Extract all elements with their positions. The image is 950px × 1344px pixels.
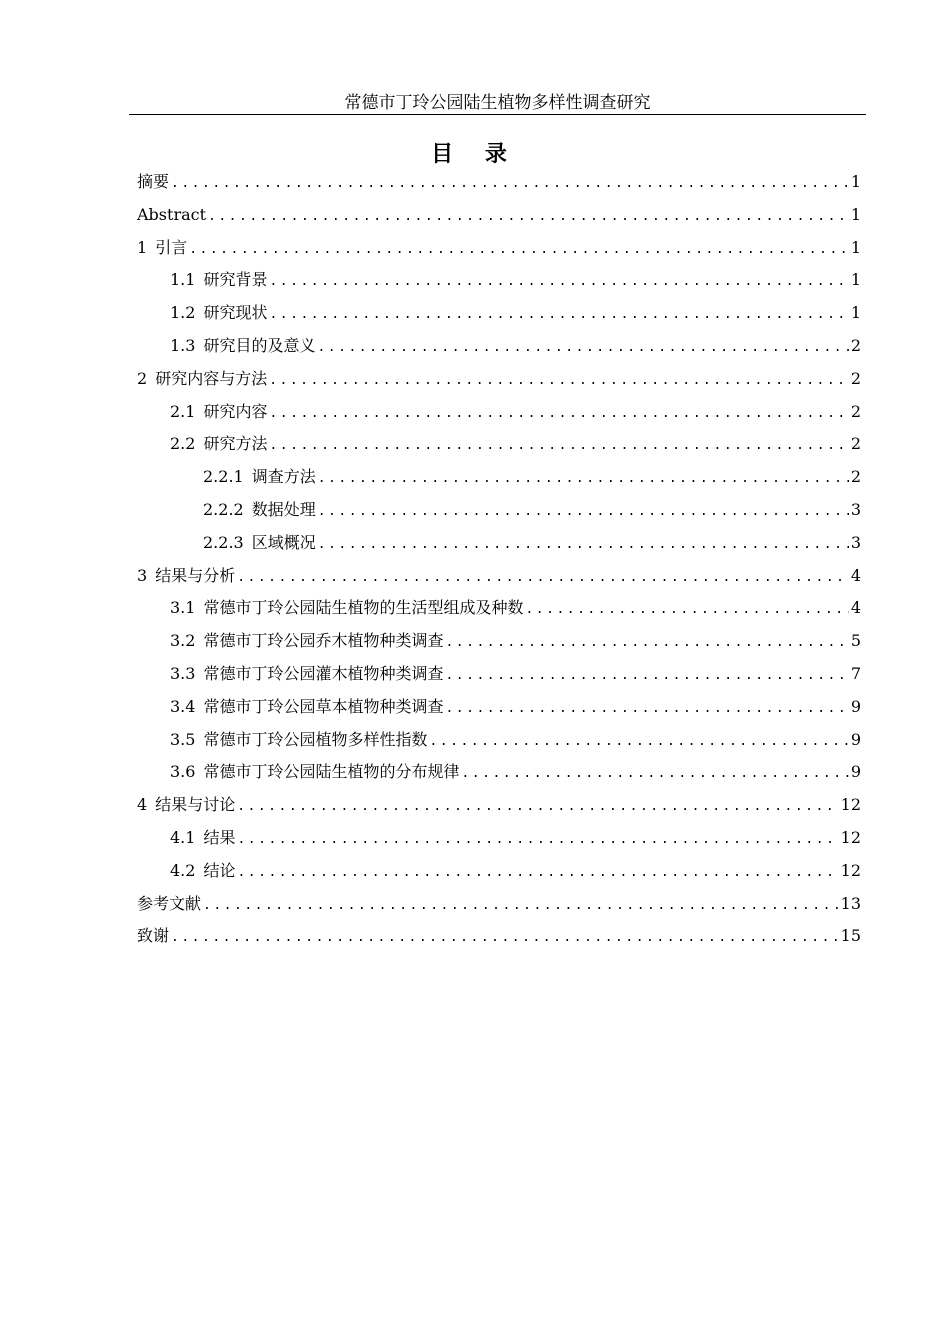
toc-leader-dots	[269, 365, 849, 398]
toc-entry-page: 15	[840, 926, 861, 946]
toc-entry-number: 3.5	[170, 729, 196, 749]
toc-entry-label: 研究背景	[203, 270, 268, 290]
toc-entry-page: 12	[840, 860, 861, 880]
toc-entry-label: 常德市丁玲公园植物多样性指数	[203, 729, 428, 749]
toc-leader-dots	[203, 890, 839, 923]
toc-leader-dots	[208, 201, 849, 234]
toc-leader-dots	[171, 168, 849, 201]
toc-entry-page: 1	[850, 303, 861, 323]
toc-entry-number: 2.2.2	[203, 499, 244, 519]
toc-entry-page: 3	[850, 532, 861, 552]
toc-entry[interactable]	[137, 297, 861, 330]
toc-entry-number: 2.1	[170, 401, 196, 421]
toc-entry-label: 结论	[203, 860, 236, 880]
toc-entry[interactable]	[137, 822, 861, 855]
toc-entry-number: 3.4	[170, 696, 196, 716]
toc-entry[interactable]	[137, 428, 861, 461]
toc-entry-label: 结果与讨论	[155, 795, 236, 815]
toc-leader-dots	[171, 922, 839, 955]
toc-entry-label: 研究内容	[203, 401, 268, 421]
toc-entry[interactable]	[137, 855, 861, 888]
running-header	[129, 92, 866, 115]
toc-entry-number: 3.2	[170, 631, 196, 651]
toc-entry[interactable]	[137, 724, 861, 757]
toc-entry[interactable]	[137, 527, 861, 560]
toc-entry-label: 研究内容与方法	[155, 368, 268, 388]
toc-entry-page: 2	[850, 401, 861, 421]
toc-leader-dots	[445, 660, 848, 693]
toc-entry-page: 2	[850, 467, 861, 487]
toc-entry-label: 常德市丁玲公园乔木植物种类调查	[203, 631, 444, 651]
toc-leader-dots	[429, 726, 848, 759]
toc-leader-dots	[237, 562, 849, 595]
toc-leader-dots	[237, 824, 838, 857]
toc-entry-number: 3.6	[170, 762, 196, 782]
toc-entry[interactable]	[137, 592, 861, 625]
toc-entry-page: 3	[850, 499, 861, 519]
toc-entry[interactable]	[137, 920, 861, 953]
toc-leader-dots	[445, 627, 848, 660]
toc-entry-page: 9	[850, 696, 861, 716]
toc-entry-number: 3.3	[170, 663, 196, 683]
toc-leader-dots	[445, 693, 848, 726]
toc-leader-dots	[318, 463, 849, 496]
toc-entry[interactable]	[137, 363, 861, 396]
toc-leader-dots	[269, 266, 848, 299]
toc-entry-number: 2.2	[170, 434, 196, 454]
toc-entry[interactable]	[137, 560, 861, 593]
toc-leader-dots	[269, 299, 848, 332]
toc-entry-label: 结果	[203, 827, 236, 847]
toc-entry[interactable]	[137, 494, 861, 527]
toc-entry-page: 7	[850, 663, 861, 683]
toc-entry[interactable]	[137, 166, 861, 199]
toc-entry-page: 9	[850, 762, 861, 782]
toc-entry-label: Abstract	[137, 204, 207, 224]
toc-leader-dots	[269, 398, 848, 431]
toc-entry[interactable]	[137, 232, 861, 265]
toc-entry[interactable]	[137, 691, 861, 724]
toc-entry-label: 研究现状	[203, 303, 268, 323]
toc-entry-page: 12	[840, 795, 861, 815]
toc-entry-label: 研究方法	[203, 434, 268, 454]
toc-entry-number: 3	[137, 565, 148, 585]
toc-entry[interactable]	[137, 756, 861, 789]
toc-entry-number: 1	[137, 237, 148, 257]
toc-entry-label: 研究目的及意义	[203, 335, 316, 355]
toc-entry[interactable]	[137, 658, 861, 691]
toc-entry-label: 区域概况	[251, 532, 316, 552]
toc-entry-number: 1.2	[170, 303, 196, 323]
toc-leader-dots	[461, 758, 848, 791]
toc-entry-label: 调查方法	[251, 467, 316, 487]
toc-entry-number: 2.2.1	[203, 467, 244, 487]
toc-entry-label: 摘要	[137, 172, 170, 191]
toc-entry-label: 引言	[155, 237, 188, 257]
toc-entry[interactable]	[137, 888, 861, 921]
toc-entry-page: 1	[850, 270, 861, 290]
toc-entry[interactable]	[137, 330, 861, 363]
toc-entry-number: 2	[137, 368, 148, 388]
toc-entry-page: 9	[850, 729, 861, 749]
toc-entry-number: 4	[137, 795, 148, 815]
toc-leader-dots	[318, 529, 849, 562]
table-of-contents	[137, 166, 861, 953]
toc-entry-number: 2.2.3	[203, 532, 244, 552]
toc-entry-page: 2	[850, 335, 861, 355]
toc-entry[interactable]	[137, 789, 861, 822]
toc-leader-dots	[269, 430, 848, 463]
toc-entry-page: 4	[850, 565, 861, 585]
toc-entry-page: 1	[850, 204, 861, 224]
toc-entry-page: 12	[840, 827, 861, 847]
toc-entry-number: 1.3	[170, 335, 196, 355]
toc-entry[interactable]	[137, 625, 861, 658]
toc-entry-label: 常德市丁玲公园草本植物种类调查	[203, 696, 444, 716]
toc-entry-label: 致谢	[137, 926, 170, 946]
toc-leader-dots	[317, 332, 848, 365]
toc-entry[interactable]	[137, 461, 861, 494]
toc-entry-page: 1	[850, 172, 861, 191]
toc-entry[interactable]	[137, 396, 861, 429]
toc-entry-page: 2	[850, 368, 861, 388]
toc-entry-number: 4.1	[170, 827, 196, 847]
toc-entry-page: 5	[850, 631, 861, 651]
running-header-title: 常德市丁玲公园陆生植物多样性调查研究	[344, 93, 651, 113]
toc-entry-number: 1.1	[170, 270, 196, 290]
toc-leader-dots	[318, 496, 849, 529]
toc-entry-page: 13	[840, 893, 861, 913]
toc-entry-label: 常德市丁玲公园陆生植物的分布规律	[203, 762, 460, 782]
toc-title: 目 录	[431, 141, 519, 167]
toc-entry[interactable]	[137, 199, 861, 232]
toc-entry-label: 参考文献	[137, 893, 202, 913]
toc-entry-page: 4	[850, 598, 861, 618]
toc-entry-number: 4.2	[170, 860, 196, 880]
toc-entry-label: 常德市丁玲公园陆生植物的生活型组成及种数	[203, 598, 524, 618]
toc-entry-page: 1	[850, 237, 861, 257]
toc-entry-label: 数据处理	[251, 499, 316, 519]
toc-entry-number: 3.1	[170, 598, 196, 618]
toc-leader-dots	[237, 857, 838, 890]
toc-leader-dots	[237, 791, 838, 824]
toc-entry-label: 结果与分析	[155, 565, 236, 585]
toc-entry-label: 常德市丁玲公园灌木植物种类调查	[203, 663, 444, 683]
toc-leader-dots	[189, 234, 849, 267]
toc-leader-dots	[525, 594, 848, 627]
toc-entry-page: 2	[850, 434, 861, 454]
toc-entry[interactable]	[137, 264, 861, 297]
